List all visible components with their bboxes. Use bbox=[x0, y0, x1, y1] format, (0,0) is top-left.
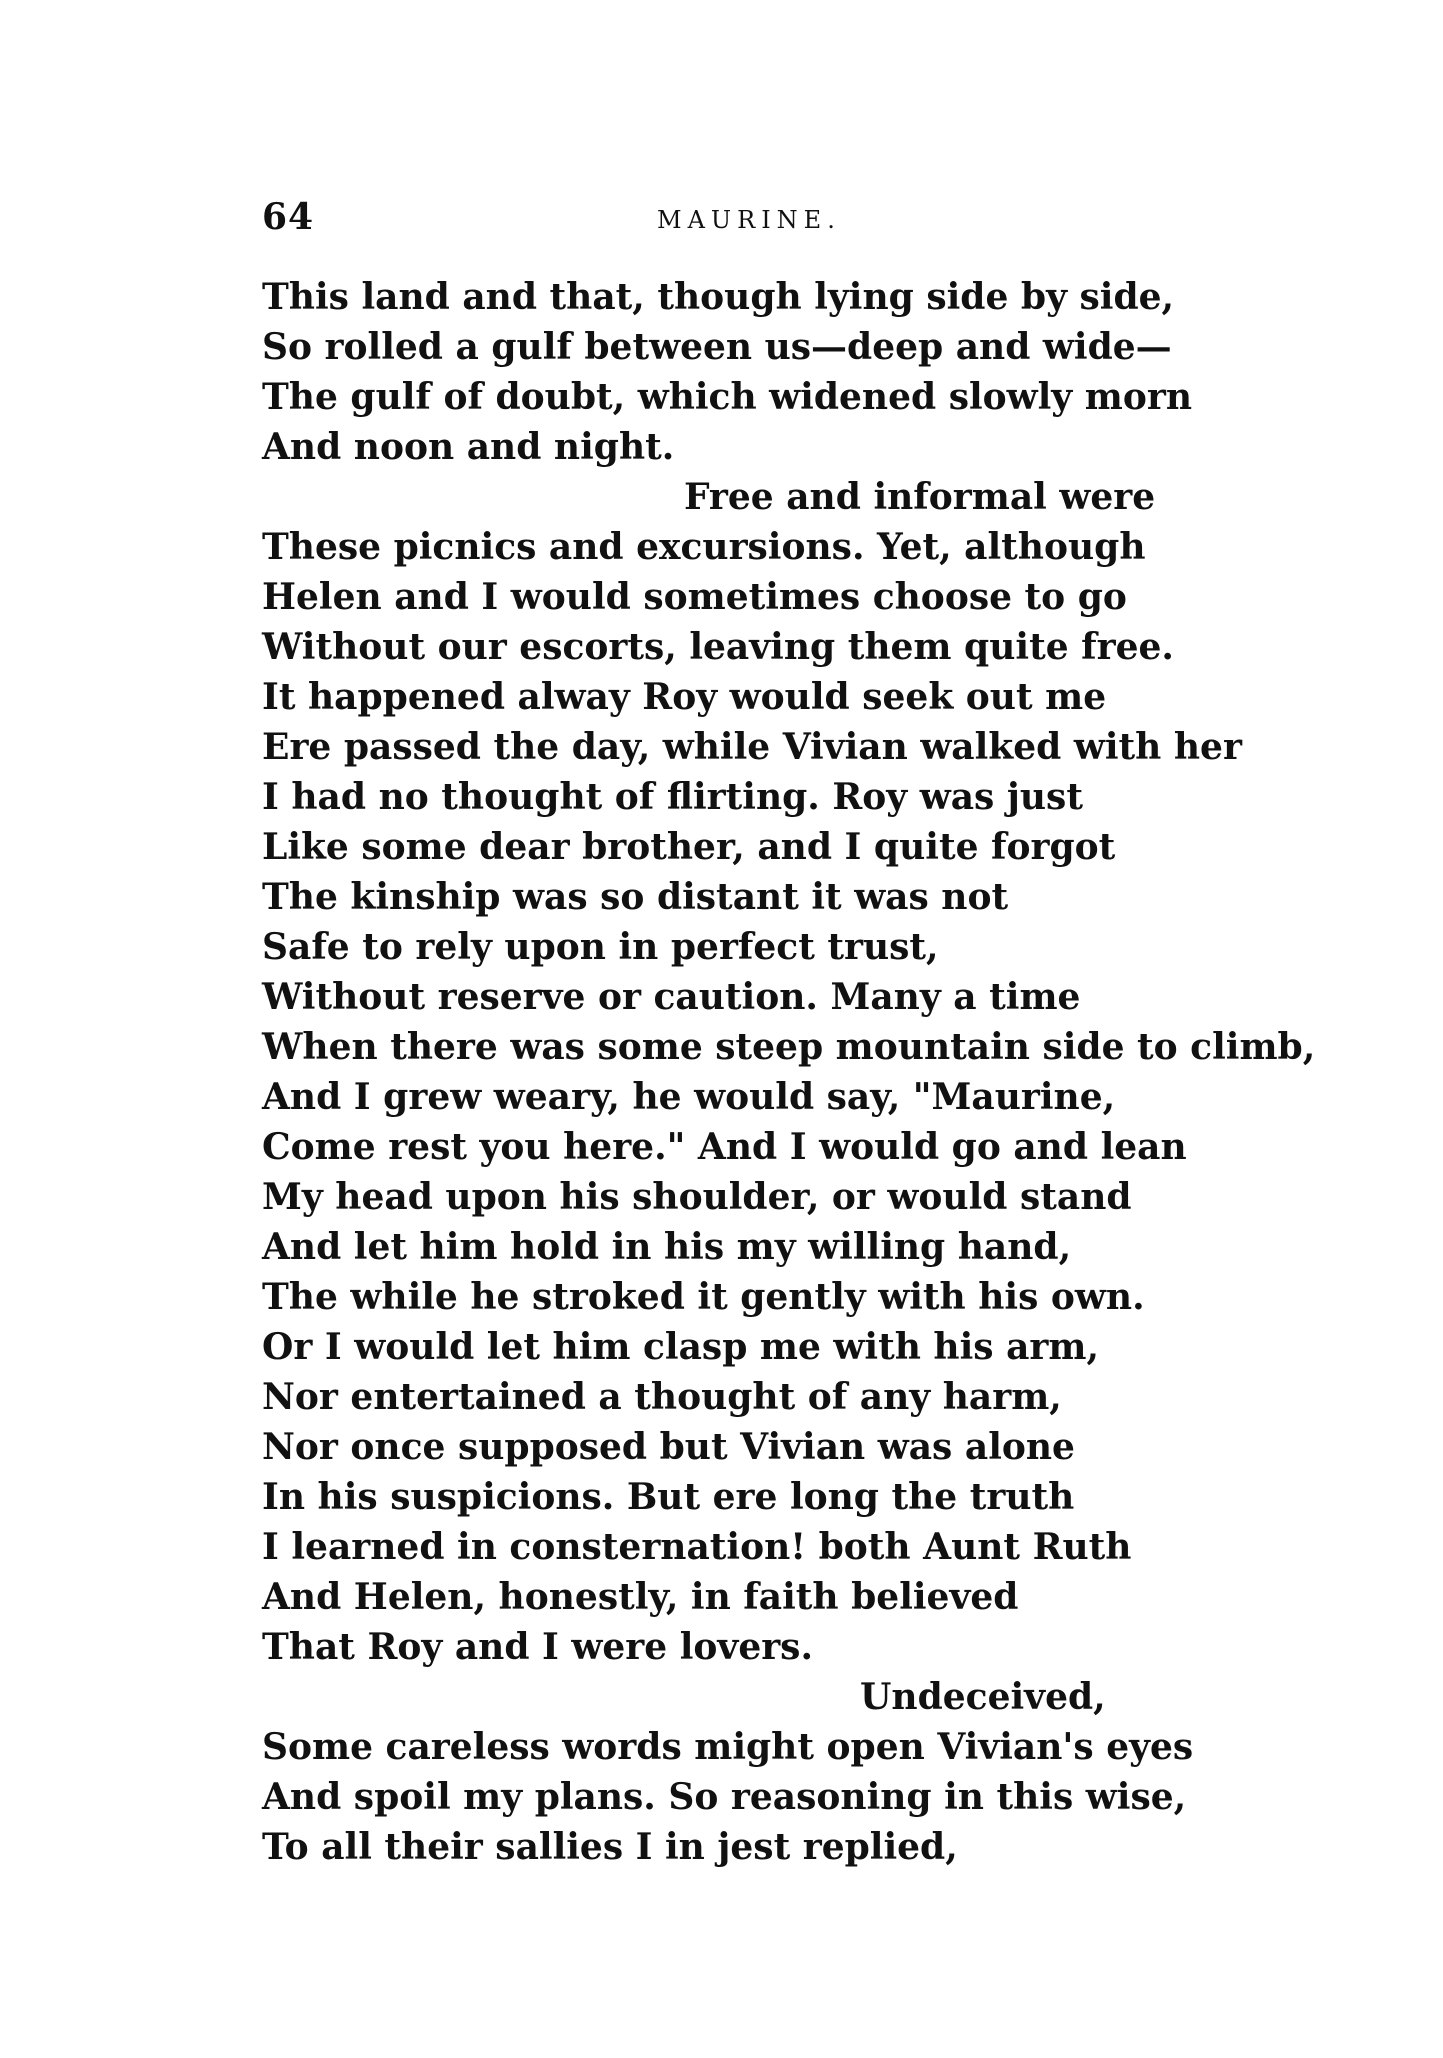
poem-text bbox=[262, 272, 1316, 1872]
poem-line: Nor entertained a thought of any harm, bbox=[262, 1376, 1062, 1418]
running-title: MAURINE. bbox=[657, 206, 841, 234]
poem-line: The while he stroked it gently with his own. bbox=[262, 1276, 1145, 1318]
poem-line: And I grew weary, he would say, "Maurine, bbox=[262, 1076, 1116, 1118]
poem-line: Some careless words might open Vivian's eyes bbox=[262, 1726, 1194, 1768]
poem-line: And spoil my plans. So reasoning in this wise, bbox=[262, 1776, 1187, 1818]
poem-line: And Helen, honestly, in faith believed bbox=[262, 1576, 1019, 1618]
poem-line: Helen and I would sometimes choose to go bbox=[262, 576, 1127, 618]
poem-line: And let him hold in his my willing hand, bbox=[262, 1226, 1072, 1268]
poem-line: The kinship was so distant it was not bbox=[262, 876, 1009, 918]
poem-line: And noon and night. bbox=[262, 426, 675, 468]
poem-line: It happened alway Roy would seek out me bbox=[262, 676, 1107, 718]
poem-line: When there was some steep mountain side to climb, bbox=[262, 1026, 1316, 1068]
poem-line: So rolled a gulf between us—deep and wide— bbox=[262, 326, 1172, 368]
poem-line: Come rest you here." And I would go and lean bbox=[262, 1126, 1187, 1168]
poem-line: Or I would let him clasp me with his arm, bbox=[262, 1326, 1099, 1368]
poem-line: Like some dear brother, and I quite forgot bbox=[262, 826, 1116, 868]
poem-line: I learned in consternation! both Aunt Ruth bbox=[262, 1526, 1132, 1568]
poem-line: My head upon his shoulder, or would stand bbox=[262, 1176, 1132, 1218]
poem-line: I had no thought of flirting. Roy was just bbox=[262, 776, 1083, 818]
poem-line: Without our escorts, leaving them quite free. bbox=[262, 626, 1174, 668]
poem-line: To all their sallies I in jest replied, bbox=[262, 1826, 958, 1868]
poem-line: Without reserve or caution. Many a time bbox=[262, 976, 1081, 1018]
poem-line: Free and informal were bbox=[684, 476, 1156, 518]
poem-line: These picnics and excursions. Yet, although bbox=[262, 526, 1146, 568]
poem-line: That Roy and I were lovers. bbox=[262, 1626, 813, 1668]
poem-line: This land and that, though lying side by side, bbox=[262, 276, 1175, 318]
poem-line: In his suspicions. But ere long the truth bbox=[262, 1476, 1075, 1518]
poem-line: Ere passed the day, while Vivian walked with her bbox=[262, 726, 1242, 768]
page-header bbox=[262, 196, 1162, 246]
page-number: 64 bbox=[262, 196, 315, 238]
poem-line: Nor once supposed but Vivian was alone bbox=[262, 1426, 1075, 1468]
poem-line: Safe to rely upon in perfect trust, bbox=[262, 926, 939, 968]
poem-line: Undeceived, bbox=[860, 1676, 1106, 1718]
poem-line: The gulf of doubt, which widened slowly morn bbox=[262, 376, 1193, 418]
